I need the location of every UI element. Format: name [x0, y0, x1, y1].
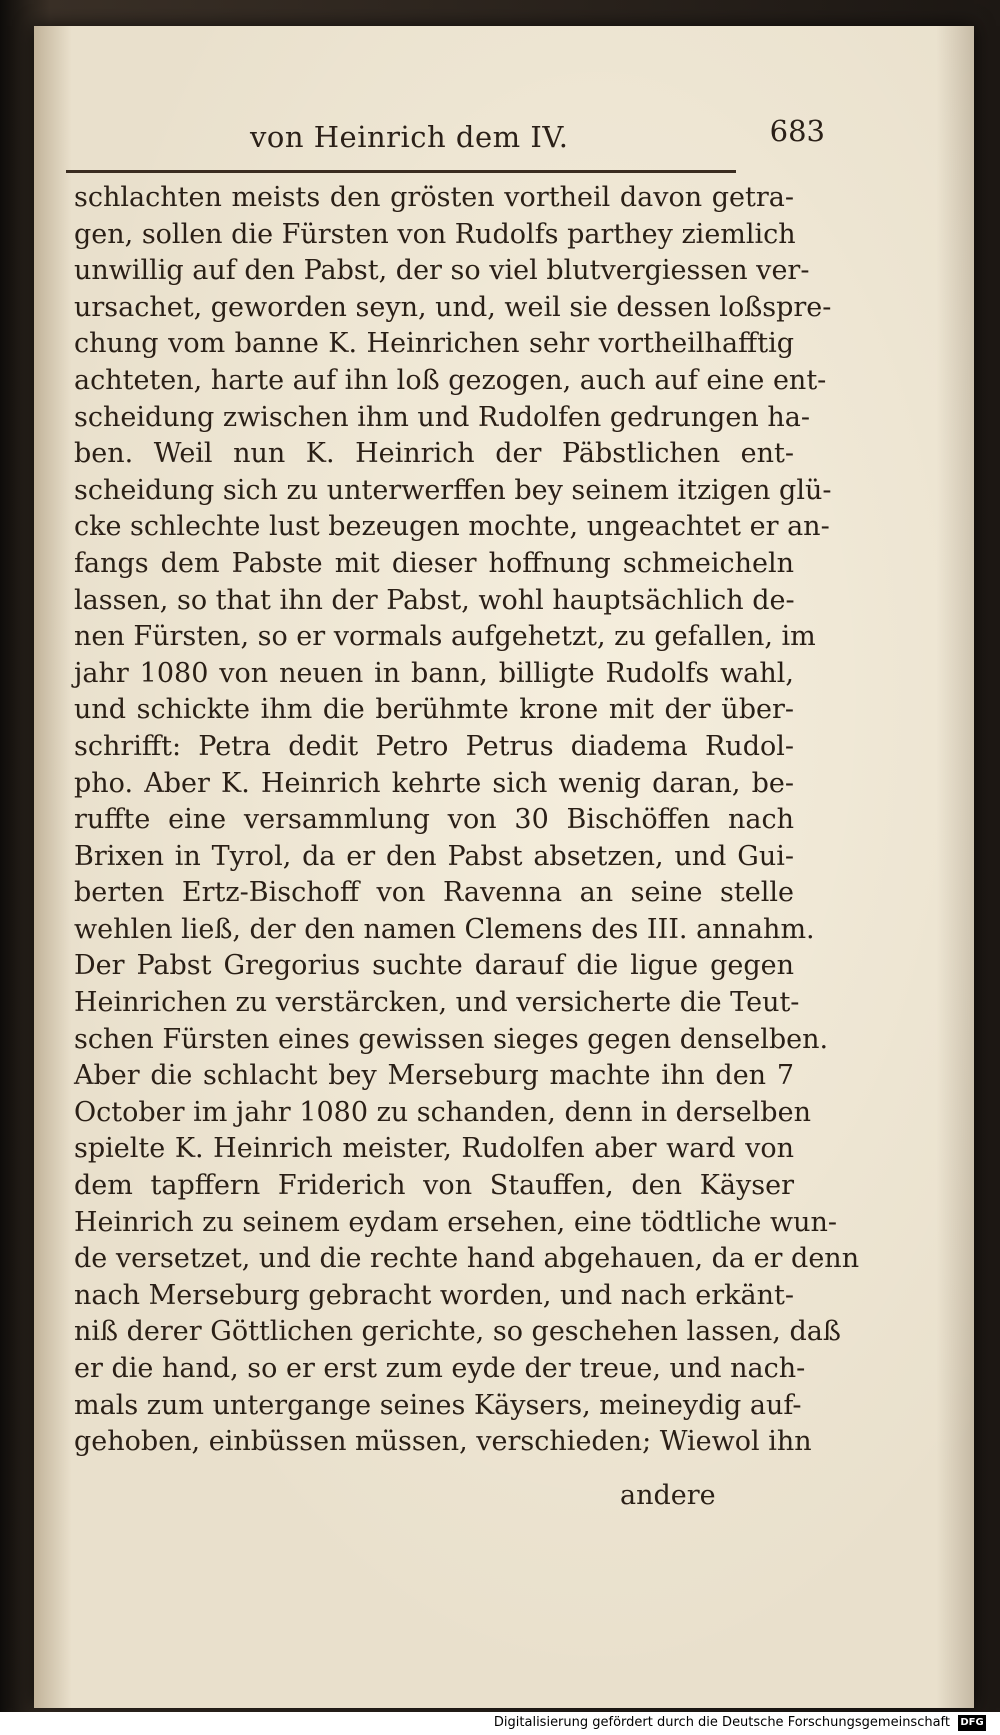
- text-line: scheidung sich zu unterwerffen bey seinem itzigen glü-: [74, 474, 832, 506]
- text-line: Brixen in Tyrol, da er den Pabst absetzen, und Gui-: [74, 840, 794, 872]
- text-line: Aber die schlacht bey Merseburg machte ihn den 7: [74, 1060, 794, 1092]
- running-title: von Heinrich dem IV.: [250, 120, 569, 154]
- text-line: lassen, so that ihn der Pabst, wohl hauptsächlich de-: [74, 584, 795, 616]
- text-line: wehlen ließ, der den namen Clemens des III. annahm.: [74, 913, 815, 945]
- text-line: fangs dem Pabste mit dieser hoffnung schmeicheln: [74, 547, 794, 579]
- text-line: schlachten meists den grösten vortheil davon getra-: [74, 182, 794, 213]
- footer-credit: Digitalisierung gefördert durch die Deutsche Forschungsgemeinschaft: [493, 1715, 950, 1730]
- text-line: ben. Weil nun K. Heinrich der Päbstlichen ent-: [74, 438, 794, 470]
- catchword: andere: [620, 1480, 716, 1511]
- text-line: October im jahr 1080 zu schanden, denn in derselben: [74, 1096, 811, 1128]
- page-number: 683: [769, 114, 825, 148]
- text-line: berten Ertz-Bischoff von Ravenna an seine stelle: [74, 877, 794, 909]
- text-line: ruffte eine versammlung von 30 Bischöffen nach: [74, 804, 794, 836]
- text-line: gehoben, einbüssen müssen, verschieden; Wiewol ihn: [74, 1426, 812, 1458]
- header-rule: [66, 170, 736, 173]
- dfg-logo-icon: DFG: [958, 1715, 986, 1731]
- text-line: niß derer Göttlichen gerichte, so geschehen lassen, daß: [74, 1316, 841, 1348]
- text-line: Heinrichen zu verstärcken, und versicherte die Teut-: [74, 987, 800, 1019]
- text-line: cke schlechte lust bezeugen mochte, ungeachtet er an-: [74, 511, 830, 543]
- text-line: pho. Aber K. Heinrich kehrte sich wenig daran, be-: [74, 767, 794, 799]
- text-line: nach Merseburg gebracht worden, und nach erkänt-: [74, 1279, 794, 1311]
- text-line: unwillig auf den Pabst, der so viel blutvergiessen ver-: [74, 255, 810, 287]
- text-line: gen, sollen die Fürsten von Rudolfs parthey ziemlich: [74, 218, 796, 250]
- text-line: Heinrich zu seinem eydam ersehen, eine tödtliche wun-: [74, 1206, 838, 1238]
- text-line: achteten, harte auf ihn loß gezogen, auch auf eine ent-: [74, 364, 827, 396]
- digitization-footer: [0, 1712, 1000, 1735]
- text-line: und schickte ihm die berühmte krone mit der über-: [74, 694, 794, 726]
- text-line: Der Pabst Gregorius suchte darauf die ligue gegen: [74, 950, 794, 982]
- text-line: de versetzet, und die rechte hand abgehauen, da er denn: [74, 1243, 860, 1275]
- running-head: [230, 100, 825, 154]
- text-line: spielte K. Heinrich meister, Rudolfen aber ward von: [74, 1133, 794, 1165]
- text-line: mals zum untergange seines Käysers, meineydig auf-: [74, 1389, 802, 1421]
- text-line: schen Fürsten eines gewissen sieges gegen denselben.: [74, 1023, 829, 1055]
- body-text: [74, 180, 860, 1461]
- text-line: jahr 1080 von neuen in bann, billigte Rudolfs wahl,: [74, 657, 794, 689]
- text-line: scheidung zwischen ihm und Rudolfen gedrungen ha-: [74, 401, 810, 433]
- text-line: schrifft: Petra dedit Petro Petrus diadema Rudol-: [74, 730, 794, 762]
- text-line: chung vom banne K. Heinrichen sehr vortheilhafftig: [74, 328, 794, 360]
- text-line: er die hand, so er erst zum eyde der treue, und nach-: [74, 1353, 806, 1384]
- text-line: nen Fürsten, so er vormals aufgehetzt, zu gefallen, im: [74, 621, 816, 653]
- text-line: dem tapffern Friderich von Stauffen, den Käyser: [74, 1170, 794, 1202]
- text-line: ursachet, geworden seyn, und, weil sie dessen loßspre-: [74, 291, 832, 323]
